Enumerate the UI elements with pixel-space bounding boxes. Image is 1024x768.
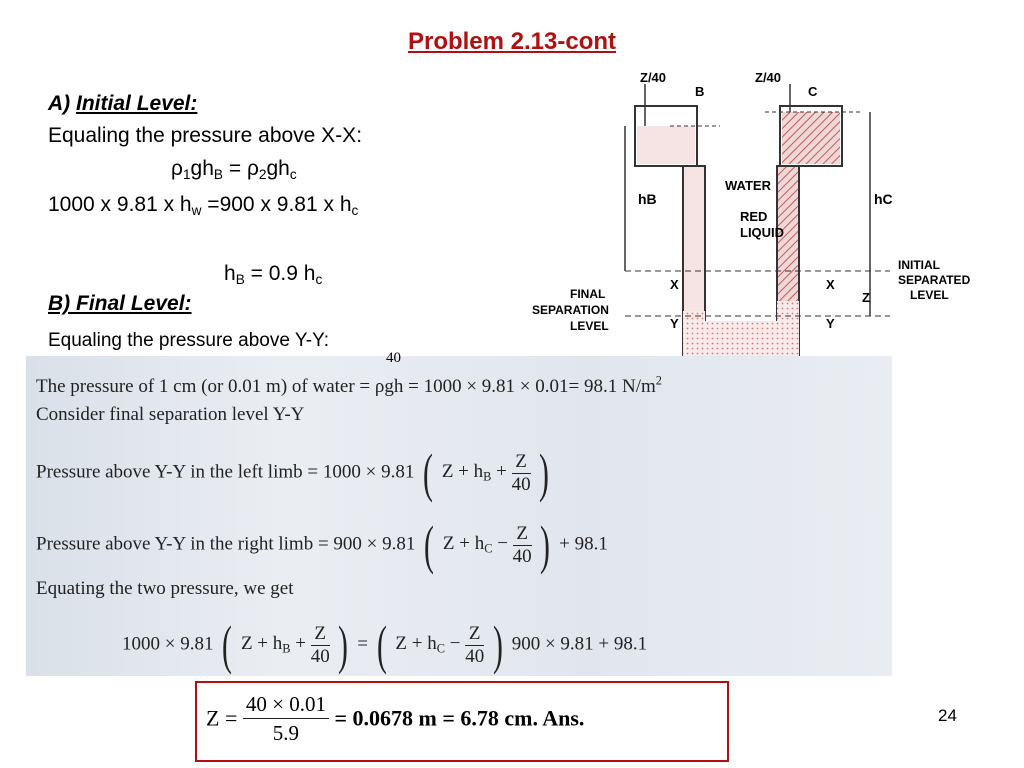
right-limb-tail: + 98.1 [559, 533, 608, 555]
label-water: WATER [725, 178, 771, 193]
scan-combined-eq: 1000 × 9.81 ( $Z + h_B$ + $\frac{Z}{40}$ ) = ( $Z + h_C$ − $\frac{Z}{40}$ ) 900 × 9.81 + 98.1 [122, 615, 648, 675]
label-final-3: LEVEL [570, 319, 609, 333]
label-y-right: Y [826, 316, 835, 331]
section-b-line1: Equaling the pressure above Y-Y: [48, 330, 329, 351]
u-tube-diagram [530, 66, 995, 366]
label-final-2: SEPARATION [532, 303, 609, 317]
page-number: 24 [938, 706, 957, 725]
combined-left-inner: $Z + h_B$ + [240, 633, 306, 657]
label-hc: hC [874, 191, 893, 207]
scan-line1-formula: ρgh = 1000 × 9.81 × 0.01= 98.1 N/m [374, 376, 656, 397]
left-limb [683, 166, 705, 336]
section-a-title: Initial Level: [76, 92, 198, 115]
answer-lhs: Z = [206, 705, 238, 731]
left-limb-frac: $\frac{Z}{40}$ [511, 450, 531, 495]
label-final-1: FINAL [570, 287, 606, 301]
answer-den: 5.9 [272, 721, 300, 745]
label-z40-right: Z/40 [755, 70, 782, 85]
label-initial-3: LEVEL [910, 288, 949, 302]
right-limb-text: Pressure above Y-Y in the right limb = 900 × 9.81 [36, 533, 416, 555]
equation-numeric-balance: 1000 x 9.81 x $h_w =900$ x 9.81 x $h_c$ [48, 193, 359, 219]
section-a-prefix: A) [48, 92, 71, 115]
label-hb: hB [638, 191, 657, 207]
section-a-heading [48, 92, 197, 116]
left-limb-inner: $Z + h_B$ + [441, 461, 507, 485]
combined-left-prefix: 1000 × 9.81 [122, 633, 214, 655]
label-red: RED [740, 209, 768, 224]
stray-40: 40 [386, 350, 401, 366]
label-z40-left: Z/40 [640, 70, 667, 85]
combined-right-tail: 900 × 9.81 + 98.1 [511, 633, 648, 655]
label-z: Z [862, 290, 870, 305]
label-initial-2: SEPARATED [898, 273, 971, 287]
right-limb-inner: $Z + h_C$ − [442, 533, 508, 557]
equation-density-balance: $\rho_1gh_B = \rho_2gh_c$ [171, 157, 297, 183]
answer-result: = 0.0678 m = 6.78 cm. Ans. [334, 705, 585, 731]
label-initial-1: INITIAL [898, 258, 940, 272]
scan-line1-sup: 2 [655, 373, 662, 388]
label-x-left: X [670, 277, 679, 292]
label-x-right: X [826, 277, 835, 292]
left-limb-text: Pressure above Y-Y in the left limb = 1000 × 9.81 [36, 461, 415, 483]
scan-line-water-pressure [36, 373, 662, 398]
equation-hb-result: $h_B = 0.9$ $h_c$ [224, 262, 323, 288]
section-b-heading: B) Final Level: [48, 292, 192, 315]
answer-num: 40 × 0.01 [243, 690, 329, 719]
scan-right-limb-eq: Pressure above Y-Y in the right limb = 900 × 9.81 ( $Z + h_C$ − $\frac{Z}{40}$ ) + 98.1 [36, 515, 608, 575]
label-b: B [695, 84, 705, 99]
right-limb-frac: $\frac{Z}{40}$ [512, 522, 532, 567]
answer-fraction [243, 690, 329, 747]
section-a-line1: Equaling the pressure above X-X: [48, 124, 363, 147]
scan-line-consider: Consider final separation level Y-Y [36, 404, 305, 425]
scan-line1-text: The pressure of 1 cm (or 0.01 m) of water = [36, 376, 375, 397]
combined-right-inner: $Z + h_C$ − [395, 633, 461, 657]
reservoir-b-water [637, 126, 695, 164]
combined-left-frac: $\frac{Z}{40}$ [310, 622, 330, 667]
slide-title: Problem 2.13-cont [407, 28, 617, 55]
answer-equation [206, 690, 584, 747]
combined-right-frac: $\frac{Z}{40}$ [465, 622, 485, 667]
label-liquid: LIQUID [740, 225, 785, 240]
scan-left-limb-eq: Pressure above Y-Y in the left limb = 1000 × 9.81 ( $Z + h_B$ + $\frac{Z}{40}$ ) [36, 443, 550, 503]
label-y-left: Y [670, 316, 679, 331]
reservoir-c-liquid [782, 112, 840, 164]
scan-equating: Equating the two pressure, we get [36, 578, 294, 599]
combined-equals: = [357, 633, 368, 655]
label-c: C [808, 84, 818, 99]
